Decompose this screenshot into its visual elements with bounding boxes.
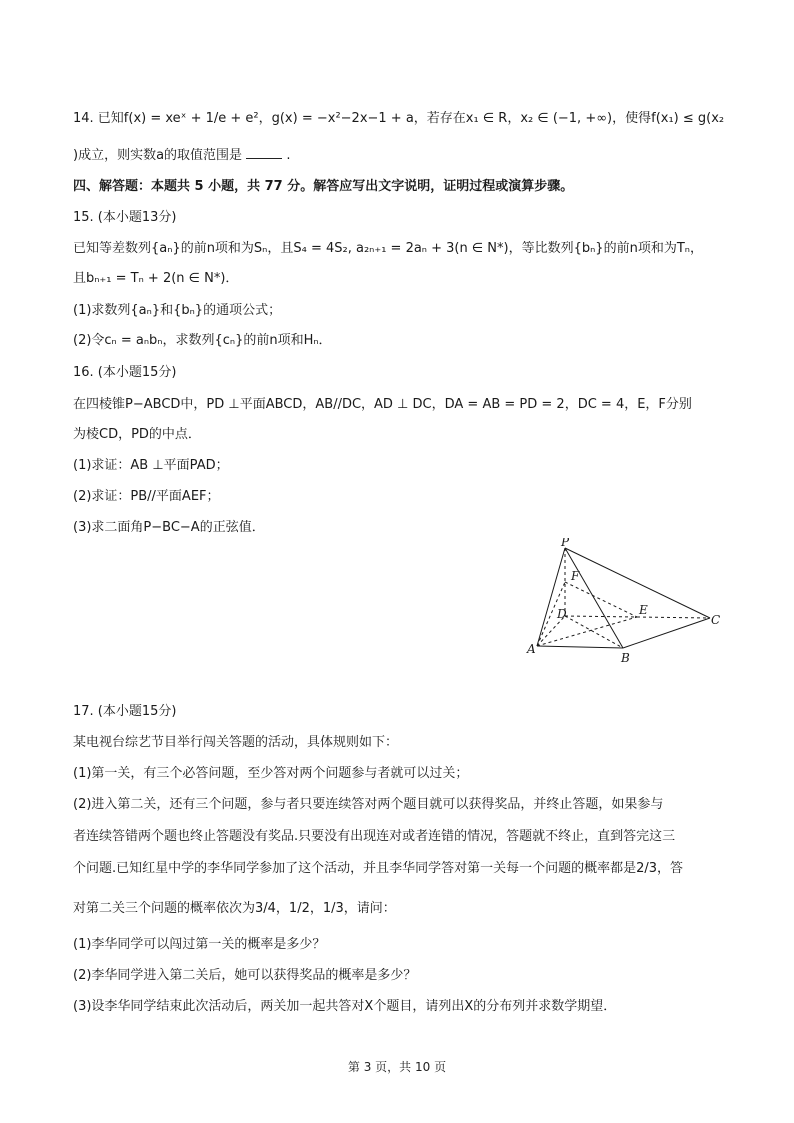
label-F: F [571,569,580,583]
q16-part3: (3)求二面角P−BC−A的正弦值． [73,520,265,535]
label-D: D [557,607,567,621]
pyramid-figure [525,538,735,668]
answer-blank [246,146,282,159]
q14-line2: )成立，则实数a的取值范围是 . [73,148,291,163]
q15-header: 15. (本小题13分) [73,210,177,225]
q15-line2: 且bₙ₊₁ = Tₙ + 2(n ∈ N*)． [73,271,239,286]
q14-line1: 14. 已知f(x) = xeˣ + 1/e + e²，g(x) = −x²−2x−1 + a，若存在x₁ ∈ R，x₂ ∈ (−1, +∞)，使得f(x₁) ≤ g(x₂ [73,111,725,126]
q16-line1: 在四棱锥P−ABCD中，PD ⊥平面ABCD，AB//DC，AD ⊥ DC，DA = AB = PD = 2，DC = 4，E，F分别 [73,397,692,412]
q17-part1: (1)李华同学可以闯过第一关的概率是多少？ [73,937,326,952]
edge-DC [565,616,710,618]
segment-AE [537,617,637,646]
label-P: P [561,538,570,549]
q15-line1: 已知等差数列{aₙ}的前n项和为Sₙ，且S₄ = 4S₂, a₂ₙ₊₁ = 2aₙ + 3(n ∈ N*)，等比数列{bₙ}的前n项和为Tₙ， [73,241,703,256]
q17-rule1: (1)第一关，有三个必答问题，至少答对两个问题参与者就可以过关； [73,766,469,781]
section-heading: 四、解答题：本题共 5 小题，共 77 分。解答应写出文字说明，证明过程或演算步骤。 [73,179,574,194]
label-C: C [711,613,721,627]
q15-part2: (2)令cₙ = aₙbₙ，求数列{cₙ}的前n项和Hₙ． [73,333,332,348]
q16-part2: (2)求证：PB//平面AEF； [73,489,220,504]
q16-line2: 为棱CD，PD的中点． [73,427,201,442]
q17-rule2a: (2)进入第二关，还有三个问题，参与者只要连续答对两个题目就可以获得奖品，并终止答题，如果参与 [73,797,664,812]
q16-part1: (1)求证：AB ⊥平面PAD； [73,458,229,473]
segment-DB [565,616,623,648]
label-B: B [621,651,630,665]
page-footer: 第 3 页，共 10 页 [347,1060,447,1074]
edge-AB [537,646,623,648]
edge-PC [565,548,710,618]
q16-header: 16. (本小题15分) [73,365,177,380]
edge-BC [623,618,710,648]
label-A: A [527,642,536,656]
edge-PB [565,548,623,648]
segment-FE [565,582,637,617]
q17-rule2d: 对第二关三个问题的概率依次为3/4，1/2，1/3，请问： [73,901,396,916]
q17-part2: (2)李华同学进入第二关后，她可以获得奖品的概率是多少？ [73,968,417,983]
label-E: E [639,603,648,617]
q15-part1: (1)求数列{aₙ}和{bₙ}的通项公式； [73,303,282,318]
q17-header: 17. (本小题15分) [73,704,177,719]
q17-rule2c: 个问题.已知红星中学的李华同学参加了这个活动，并且李华同学答对第一关每一个问题的概率都是2/3，答 [73,861,684,876]
q17-rule2b: 者连续答错两个题也终止答题没有奖品.只要没有出现连对或者连错的情况，答题就不终止，直到答完这三 [73,829,676,844]
q17-part3: (3)设李华同学结束此次活动后，两关加一起共答对X个题目，请列出X的分布列并求数学期望． [73,999,617,1014]
q17-intro: 某电视台综艺节目举行闯关答题的活动，具体规则如下： [73,735,399,750]
